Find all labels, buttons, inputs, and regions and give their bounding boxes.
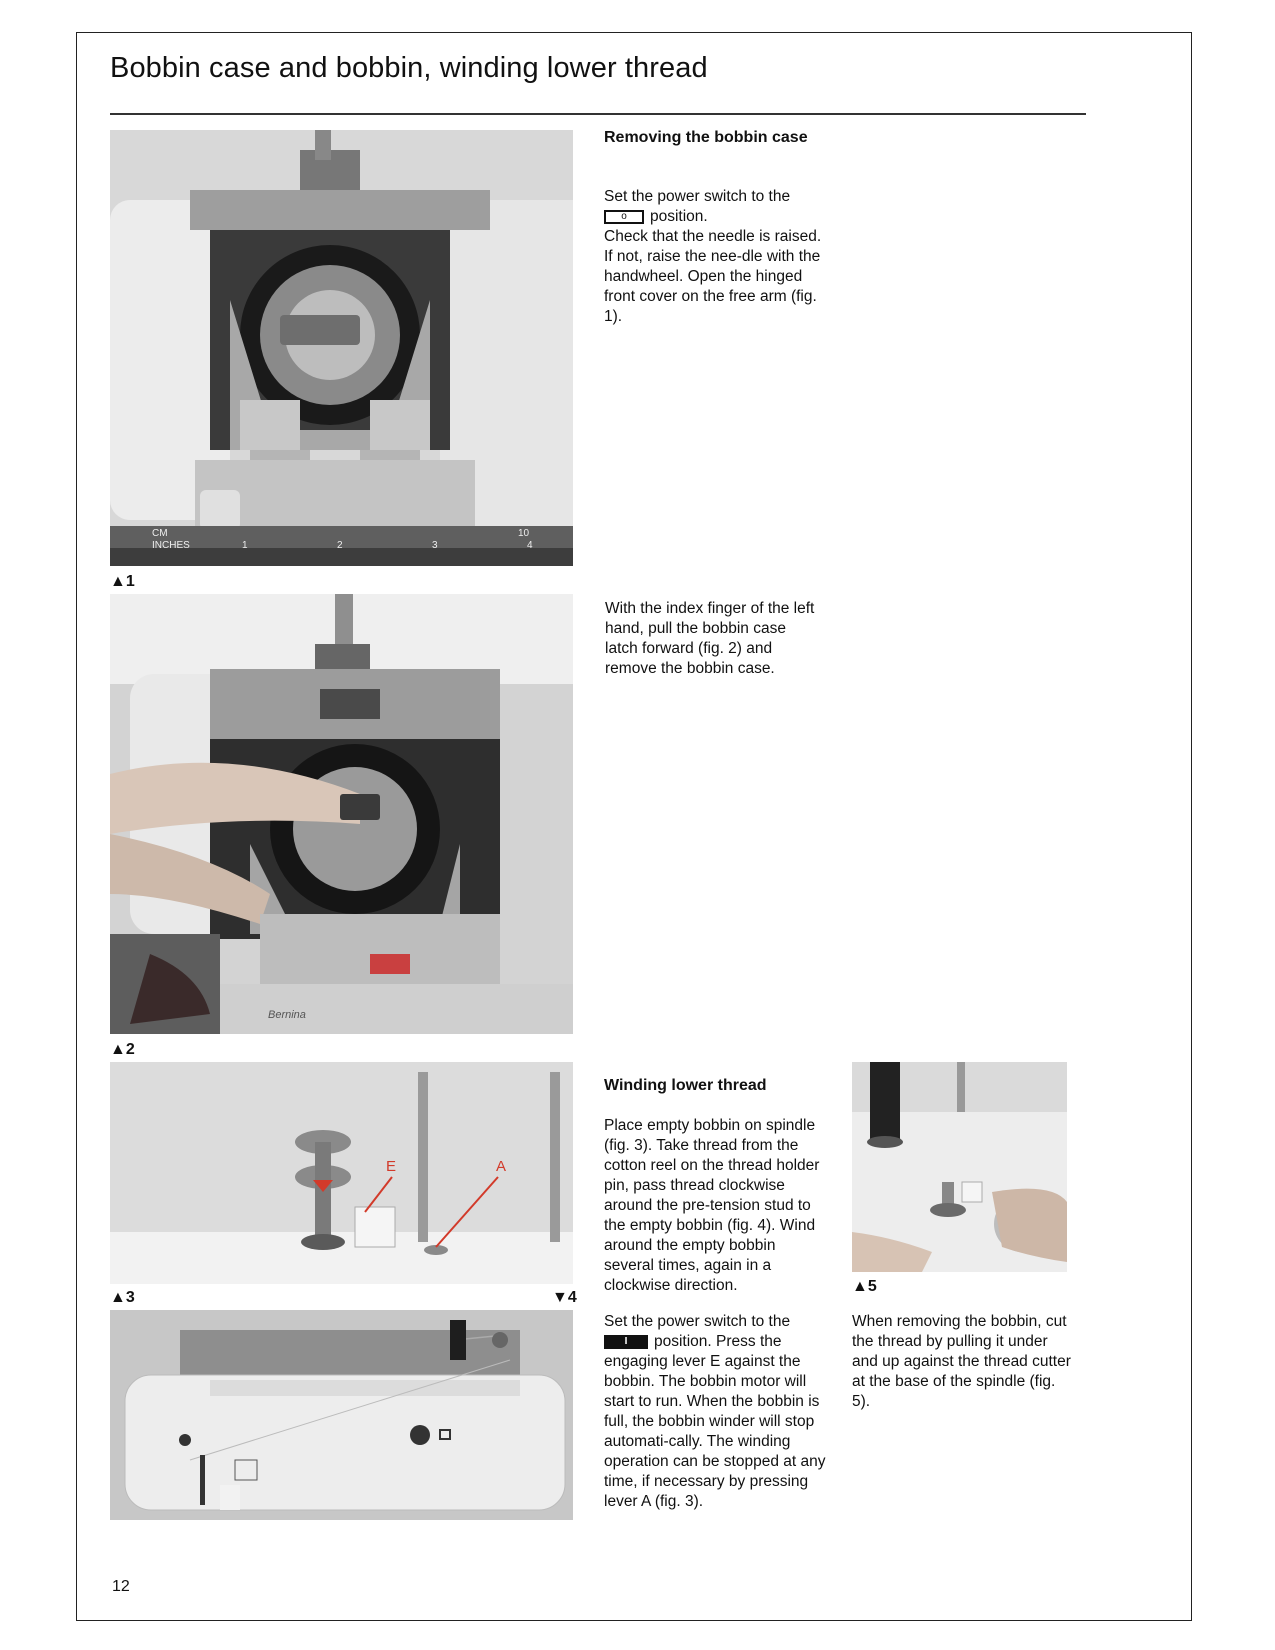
page-number: 12 — [112, 1578, 130, 1595]
figure-3-label-e: E — [386, 1158, 397, 1175]
figure-1-scale — [152, 528, 572, 551]
scale-tick-1: 1 — [242, 540, 248, 551]
winding-para2-lead: Set the power switch to the — [604, 1313, 791, 1330]
figure-2-plate-text: Bernina — [268, 1009, 306, 1021]
figure-4-caption: ▼4 — [552, 1289, 577, 1306]
figure-1-caption: ▲1 — [110, 573, 135, 590]
scale-tick-2: 2 — [337, 540, 343, 551]
winding-heading: Winding lower thread — [604, 1077, 767, 1094]
figure-5-caption: ▲5 — [852, 1278, 877, 1295]
winding-text-2 — [604, 1312, 828, 1512]
scale-tick-10: 10 — [518, 528, 530, 539]
winding-text-3: When removing the bobbin, cut the thread by pulling it under and up against the thread cutter at the base of the spindle (fig. 5). — [852, 1313, 1071, 1410]
figure-2-photo — [110, 594, 573, 1034]
figure-3-label-a: A — [496, 1158, 507, 1175]
figure-2-caption: ▲2 — [110, 1041, 135, 1058]
power-on-symbol-icon: I — [604, 1335, 648, 1349]
scale-label-inches: INCHES — [152, 540, 190, 551]
figure-1-photo — [110, 130, 573, 566]
scale-tick-3: 3 — [432, 540, 438, 551]
figure-4-photo — [110, 1310, 573, 1520]
figure-5-photo — [852, 1062, 1067, 1272]
title-rule — [110, 113, 1086, 115]
power-off-symbol-icon: o — [604, 210, 644, 224]
scale-label-cm: CM — [152, 528, 168, 539]
removing-text-1 — [604, 187, 834, 327]
removing-para1-lead: Set the power switch to the — [604, 188, 791, 205]
figure-3-caption: ▲3 — [110, 1289, 135, 1306]
removing-para1-position: position. — [650, 208, 708, 225]
winding-text-1: Place empty bobbin on spindle (fig. 3). Take thread from the cotton reel on the thread holder pin, pass thread clockwise around the pre-tension stud to the empty bobbin (fig. 4). Wind around the empty bobbin several times, again in a clockwise direction. — [604, 1117, 820, 1294]
page-title: Bobbin case and bobbin, winding lower thread — [110, 52, 708, 84]
scale-tick-4: 4 — [527, 540, 533, 551]
winding-para2-rest: position. Press the engaging lever E against the bobbin. The bobbin motor will start to run. When the bobbin is full, the bobbin winder will stop automati-cally. The winding operation can be stopped at any time, if necessary by pressing lever A (fig. 3). — [604, 1333, 826, 1510]
removing-heading: Removing the bobbin case — [604, 129, 808, 146]
removing-para1-rest: Check that the needle is raised. If not, raise the nee-dle with the handwheel. Open the hinged front cover on the free arm (fig. 1). — [604, 228, 822, 325]
removing-text-2: With the index finger of the left hand, pull the bobbin case latch forward (fig. 2) and remove the bobbin case. — [605, 600, 815, 677]
